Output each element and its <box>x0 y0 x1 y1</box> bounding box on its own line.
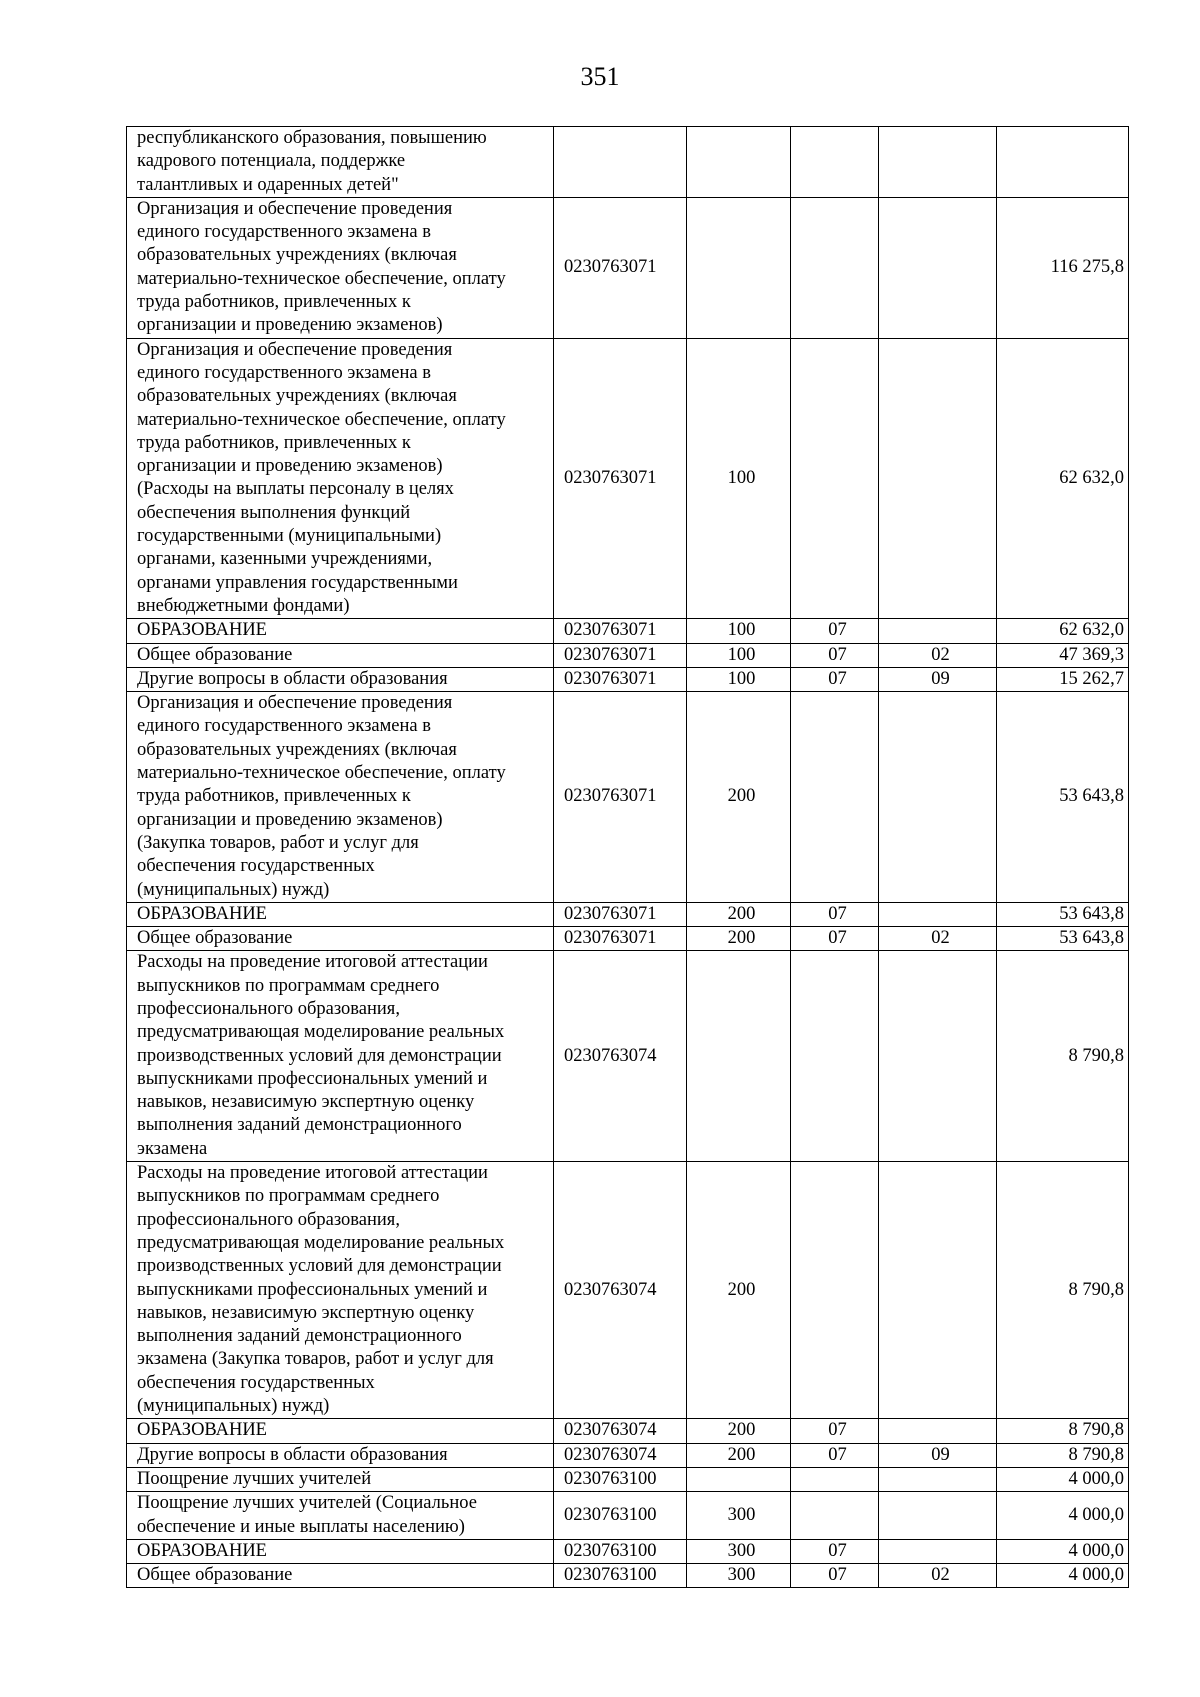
amount-value: 53 643,8 <box>997 902 1129 926</box>
row-name <box>127 1539 554 1563</box>
expense-type-code: 200 <box>687 927 791 951</box>
row-name-line: Организация и обеспечение проведения <box>137 693 453 714</box>
expense-type-code: 300 <box>687 1539 791 1563</box>
target-article-code: 0230763071 <box>554 338 687 619</box>
section-code: 07 <box>791 619 879 643</box>
row-name-line: талантливых и одаренных детей" <box>137 174 399 195</box>
subsection-code <box>879 197 997 338</box>
section-code <box>791 1467 879 1491</box>
amount-value: 8 790,8 <box>997 1443 1129 1467</box>
section-code: 07 <box>791 1564 879 1588</box>
row-name <box>127 1419 554 1443</box>
section-code: 07 <box>791 1443 879 1467</box>
section-code: 07 <box>791 643 879 667</box>
amount-value: 116 275,8 <box>997 197 1129 338</box>
row-name-line: навыков, независимую экспертную оценку <box>137 1092 475 1113</box>
subsection-code: 09 <box>879 667 997 691</box>
section-code <box>791 1492 879 1540</box>
target-article-code: 0230763071 <box>554 667 687 691</box>
row-name <box>127 1443 554 1467</box>
row-name-line: производственных условий для демонстрации <box>137 1256 502 1277</box>
table-row <box>127 127 1129 198</box>
subsection-code <box>879 338 997 619</box>
row-name-line: единого государственного экзамена в <box>137 222 431 243</box>
row-name-line: ОБРАЗОВАНИЕ <box>137 620 267 641</box>
row-name-line: Общее образование <box>137 1565 293 1586</box>
subsection-code <box>879 1539 997 1563</box>
row-name-line: ОБРАЗОВАНИЕ <box>137 903 267 924</box>
amount-value: 47 369,3 <box>997 643 1129 667</box>
row-name <box>127 338 554 619</box>
row-name-line: Расходы на проведение итоговой аттестации <box>137 1163 488 1184</box>
target-article-code: 0230763074 <box>554 1162 687 1419</box>
expense-type-code: 100 <box>687 338 791 619</box>
row-name-line: Поощрение лучших учителей <box>137 1468 372 1489</box>
section-code: 07 <box>791 667 879 691</box>
table-row <box>127 902 1129 926</box>
row-name <box>127 197 554 338</box>
table-row <box>127 1162 1129 1419</box>
table-row <box>127 951 1129 1162</box>
row-name <box>127 692 554 903</box>
target-article-code: 0230763071 <box>554 643 687 667</box>
amount-value: 8 790,8 <box>997 1162 1129 1419</box>
amount-value: 8 790,8 <box>997 1419 1129 1443</box>
row-name <box>127 1492 554 1540</box>
amount-value: 53 643,8 <box>997 692 1129 903</box>
subsection-code <box>879 1419 997 1443</box>
row-name-line: материально-техническое обеспечение, оплату <box>137 409 506 430</box>
table-row <box>127 1564 1129 1588</box>
row-name-line: обеспечение и иные выплаты населению) <box>137 1516 465 1537</box>
subsection-code <box>879 619 997 643</box>
row-name-line: выполнения заданий демонстрационного <box>137 1326 462 1347</box>
amount-value: 4 000,0 <box>997 1564 1129 1588</box>
table-row <box>127 338 1129 619</box>
expense-type-code <box>687 127 791 198</box>
subsection-code: 02 <box>879 1564 997 1588</box>
row-name-line: (Расходы на выплаты персоналу в целях <box>137 479 454 500</box>
expense-type-code: 100 <box>687 643 791 667</box>
target-article-code: 0230763074 <box>554 1419 687 1443</box>
target-article-code: 0230763100 <box>554 1539 687 1563</box>
expense-type-code: 200 <box>687 902 791 926</box>
table-row <box>127 1467 1129 1491</box>
row-name-line: ОБРАЗОВАНИЕ <box>137 1420 267 1441</box>
subsection-code: 09 <box>879 1443 997 1467</box>
row-name-line: республиканского образования, повышению <box>137 128 487 148</box>
subsection-code <box>879 127 997 198</box>
row-name-line: профессионального образования, <box>137 1209 400 1230</box>
target-article-code: 0230763071 <box>554 902 687 926</box>
row-name-line: Другие вопросы в области образования <box>137 668 448 689</box>
row-name-line: организации и проведению экзаменов) <box>137 315 443 336</box>
section-code <box>791 692 879 903</box>
row-name-line: выпускников по программам среднего <box>137 975 440 996</box>
section-code <box>791 1162 879 1419</box>
amount-value: 8 790,8 <box>997 951 1129 1162</box>
table-row <box>127 1539 1129 1563</box>
expense-type-code <box>687 1467 791 1491</box>
row-name-line: выпускниками профессиональных умений и <box>137 1279 488 1300</box>
row-name-line: труда работников, привлеченных к <box>137 292 411 313</box>
table-row <box>127 1419 1129 1443</box>
table-row <box>127 927 1129 951</box>
subsection-code <box>879 951 997 1162</box>
subsection-code <box>879 902 997 926</box>
page-number: 351 <box>580 62 620 91</box>
section-code <box>791 338 879 619</box>
row-name <box>127 951 554 1162</box>
table-row <box>127 197 1129 338</box>
row-name-line: выпускников по программам среднего <box>137 1186 440 1207</box>
target-article-code: 0230763074 <box>554 1443 687 1467</box>
row-name-line: государственными (муниципальными) <box>137 526 442 547</box>
target-article-code: 0230763100 <box>554 1492 687 1540</box>
table-row <box>127 1443 1129 1467</box>
target-article-code <box>554 127 687 198</box>
table-body <box>127 127 1129 1588</box>
row-name-line: предусматривающая моделирование реальных <box>137 1022 505 1043</box>
row-name-line: единого государственного экзамена в <box>137 716 431 737</box>
section-code: 07 <box>791 1419 879 1443</box>
expense-type-code: 200 <box>687 1443 791 1467</box>
table-row <box>127 692 1129 903</box>
target-article-code: 0230763074 <box>554 951 687 1162</box>
subsection-code <box>879 1467 997 1491</box>
row-name-line: органами, казенными учреждениями, <box>137 549 433 570</box>
expense-type-code: 300 <box>687 1564 791 1588</box>
row-name-line: труда работников, привлеченных к <box>137 786 411 807</box>
row-name <box>127 127 554 198</box>
section-code <box>791 951 879 1162</box>
row-name-line: материально-техническое обеспечение, оплату <box>137 763 506 784</box>
subsection-code <box>879 1162 997 1419</box>
row-name-line: экзамена (Закупка товаров, работ и услуг для <box>137 1349 494 1370</box>
row-name-line: Расходы на проведение итоговой аттестации <box>137 952 488 973</box>
expense-type-code <box>687 197 791 338</box>
section-code <box>791 197 879 338</box>
row-name-line: (муниципальных) нужд) <box>137 879 330 900</box>
target-article-code: 0230763071 <box>554 619 687 643</box>
target-article-code: 0230763100 <box>554 1467 687 1491</box>
target-article-code: 0230763071 <box>554 927 687 951</box>
section-code: 07 <box>791 1539 879 1563</box>
row-name-line: предусматривающая моделирование реальных <box>137 1232 505 1253</box>
row-name-line: обеспечения государственных <box>137 856 375 877</box>
row-name-line: Другие вопросы в области образования <box>137 1444 448 1465</box>
row-name-line: ОБРАЗОВАНИЕ <box>137 1540 267 1561</box>
table-row <box>127 643 1129 667</box>
section-code: 07 <box>791 927 879 951</box>
target-article-code: 0230763071 <box>554 197 687 338</box>
subsection-code <box>879 692 997 903</box>
row-name-line: обеспечения выполнения функций <box>137 502 411 523</box>
row-name-line: Организация и обеспечение проведения <box>137 339 453 360</box>
row-name <box>127 1162 554 1419</box>
row-name-line: Общее образование <box>137 644 293 665</box>
table-row <box>127 619 1129 643</box>
expense-type-code <box>687 951 791 1162</box>
row-name-line: производственных условий для демонстрации <box>137 1045 502 1066</box>
subsection-code <box>879 1492 997 1540</box>
expense-type-code: 200 <box>687 1419 791 1443</box>
expense-type-code: 200 <box>687 1162 791 1419</box>
row-name-line: Организация и обеспечение проведения <box>137 198 453 219</box>
row-name-line: Поощрение лучших учителей (Социальное <box>137 1493 477 1514</box>
subsection-code: 02 <box>879 643 997 667</box>
row-name-line: (Закупка товаров, работ и услуг для <box>137 832 419 853</box>
amount-value: 62 632,0 <box>997 338 1129 619</box>
expense-type-code: 100 <box>687 619 791 643</box>
amount-value: 53 643,8 <box>997 927 1129 951</box>
row-name <box>127 927 554 951</box>
amount-value: 15 262,7 <box>997 667 1129 691</box>
row-name-line: организации и проведению экзаменов) <box>137 456 443 477</box>
row-name-line: образовательных учреждениях (включая <box>137 739 457 760</box>
row-name-line: кадрового потенциала, поддержке <box>137 151 406 172</box>
amount-value: 4 000,0 <box>997 1539 1129 1563</box>
row-name-line: органами управления государственными <box>137 572 458 593</box>
row-name <box>127 1467 554 1491</box>
subsection-code: 02 <box>879 927 997 951</box>
row-name-line: навыков, независимую экспертную оценку <box>137 1302 475 1323</box>
row-name <box>127 902 554 926</box>
row-name-line: материально-техническое обеспечение, оплату <box>137 268 506 289</box>
row-name-line: экзамена <box>137 1138 208 1159</box>
amount-value: 4 000,0 <box>997 1467 1129 1491</box>
target-article-code: 0230763071 <box>554 692 687 903</box>
section-code <box>791 127 879 198</box>
expense-type-code: 300 <box>687 1492 791 1540</box>
row-name-line: образовательных учреждениях (включая <box>137 245 457 266</box>
row-name-line: внебюджетными фондами) <box>137 595 350 616</box>
expense-type-code: 200 <box>687 692 791 903</box>
amount-value: 62 632,0 <box>997 619 1129 643</box>
section-code: 07 <box>791 902 879 926</box>
target-article-code: 0230763100 <box>554 1564 687 1588</box>
row-name <box>127 667 554 691</box>
row-name-line: обеспечения государственных <box>137 1372 375 1393</box>
table-row <box>127 667 1129 691</box>
row-name-line: организации и проведению экзаменов) <box>137 809 443 830</box>
row-name <box>127 1564 554 1588</box>
row-name-line: выпускниками профессиональных умений и <box>137 1068 488 1089</box>
row-name-line: единого государственного экзамена в <box>137 362 431 383</box>
expense-type-code: 100 <box>687 667 791 691</box>
budget-table <box>126 126 1129 1588</box>
row-name-line: выполнения заданий демонстрационного <box>137 1115 462 1136</box>
table-row <box>127 1492 1129 1540</box>
row-name-line: профессионального образования, <box>137 998 400 1019</box>
row-name-line: труда работников, привлеченных к <box>137 432 411 453</box>
row-name-line: Общее образование <box>137 928 293 949</box>
row-name-line: образовательных учреждениях (включая <box>137 386 457 407</box>
row-name <box>127 619 554 643</box>
row-name <box>127 643 554 667</box>
row-name-line: (муниципальных) нужд) <box>137 1396 330 1417</box>
amount-value: 4 000,0 <box>997 1492 1129 1540</box>
amount-value <box>997 127 1129 198</box>
